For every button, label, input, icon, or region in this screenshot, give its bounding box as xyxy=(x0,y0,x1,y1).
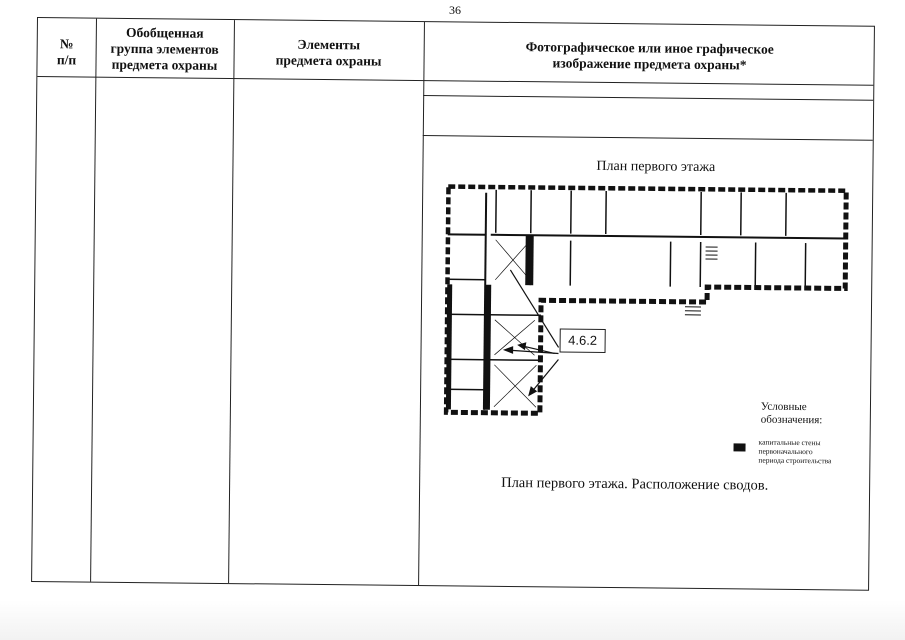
column-divider xyxy=(228,20,235,583)
row-divider xyxy=(423,135,873,141)
header-number-line: п/п xyxy=(56,52,77,68)
row-divider xyxy=(423,95,873,101)
legend-entry-line: периода строительства xyxy=(758,455,832,466)
legend-title xyxy=(761,401,823,428)
header-elements-line: Элементы xyxy=(297,36,361,53)
vault-callout-label: 4.6.2 xyxy=(560,328,606,352)
header-group-line: группа элементов xyxy=(110,40,219,57)
header-elements-line: предмета охраны xyxy=(275,52,382,69)
header-group-line: Обобщенная xyxy=(125,24,204,41)
page-number: 36 xyxy=(449,3,461,17)
plan-caption: План первого этажа. Расположение сводов. xyxy=(501,474,769,494)
floor-plan-drawing xyxy=(444,184,856,423)
header-elements xyxy=(233,36,423,70)
column-divider xyxy=(90,19,97,582)
legend-capital-wall-swatch xyxy=(733,443,745,451)
legend-title-line: Условные xyxy=(760,400,807,414)
legend-entry-line: капитальные стены xyxy=(758,437,821,448)
header-number-line: № xyxy=(59,36,74,52)
legend-entry-line: первоначального xyxy=(758,446,813,457)
column-divider xyxy=(418,22,425,585)
plan-corridor-wall xyxy=(491,235,846,239)
header-image xyxy=(423,38,875,75)
legend-capital-wall-text xyxy=(758,438,831,466)
header-image-line: Фотографическое или иное графическое xyxy=(525,39,774,57)
header-image-line: изображение предмета охраны* xyxy=(552,55,747,73)
scan-bottom-shadow xyxy=(0,600,905,640)
header-group xyxy=(95,25,233,74)
legend-title-line: обозначения: xyxy=(760,413,823,427)
header-divider xyxy=(37,76,873,86)
protection-subject-table xyxy=(31,17,875,591)
plan-title: План первого этажа xyxy=(596,158,716,176)
header-group-line: предмета охраны xyxy=(111,56,218,73)
header-number xyxy=(37,36,95,69)
